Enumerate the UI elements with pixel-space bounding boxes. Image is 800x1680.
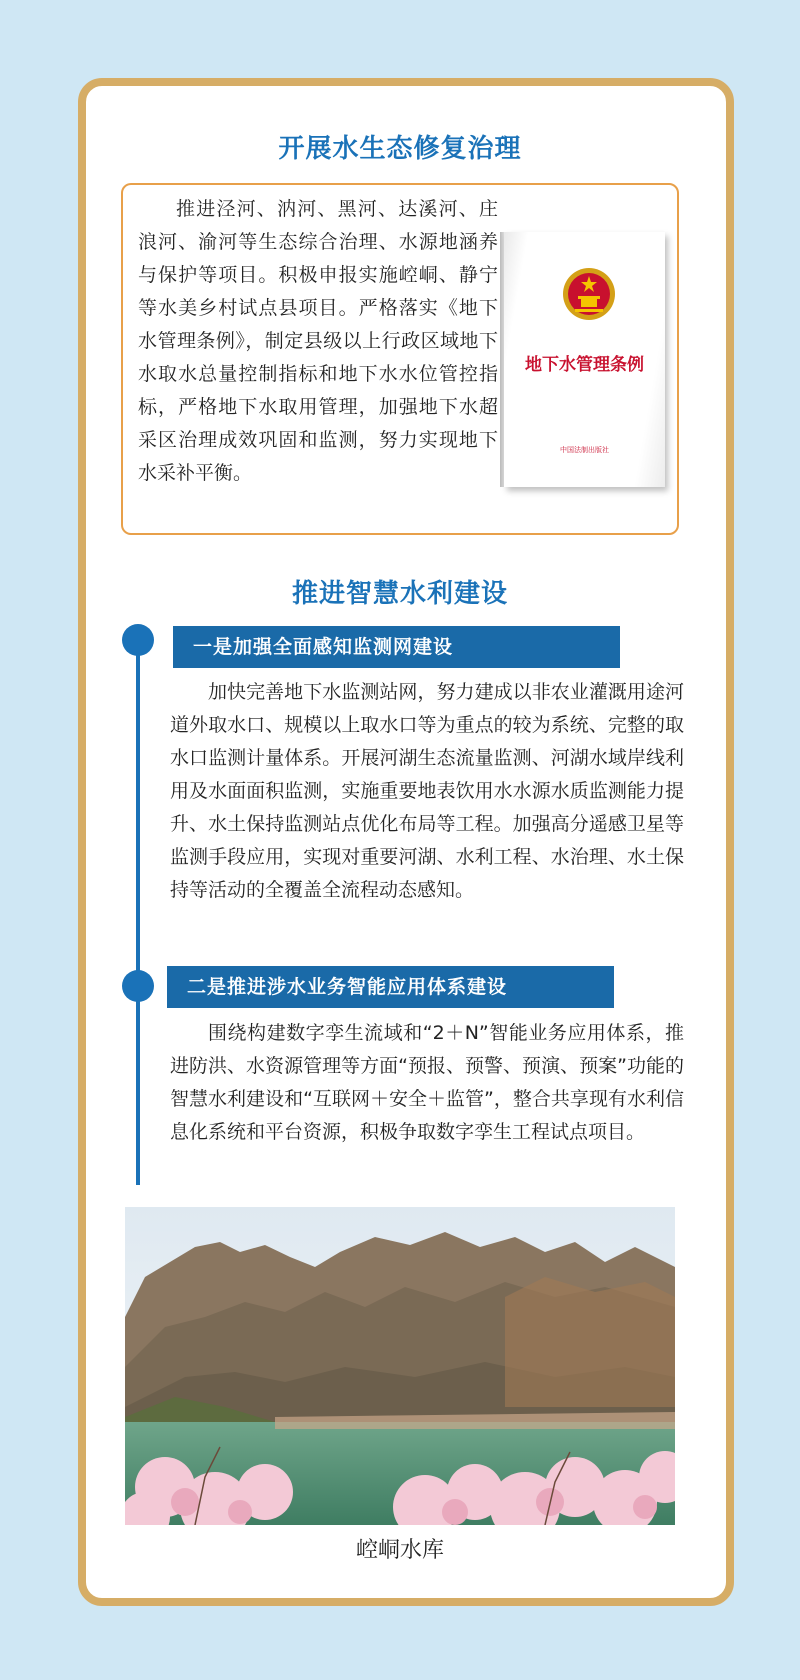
ecology-paragraph: 推进泾河、汭河、黑河、达溪河、庄浪河、渝河等生态综合治理、水源地涵养与保护等项目。积极申报实施崆峒、静宁等水美乡村试点县项目。严格落实《地下水管理条例》，制定县级以上行政区域地下水取水总量控制指标和地下水水位管控指标，严格地下水取用管理，加强地下水超采区治理成效巩固和监测，努力实现地下水采补平衡。 — [138, 198, 498, 484]
monitoring-paragraph: 加快完善地下水监测站网，努力建成以非农业灌溉用途河道外取水口、规模以上取水口等为重点的较为系统、完整的取水口监测计量体系。开展河湖生态流量监测、河湖水域岸线利用及水面面积监测，实施重要地表饮用水水源水质监测能力提升、水土保持监测站点优化布局等工程。加强高分遥感卫星等监测手段应用，实现对重要河湖、水利工程、水治理、水土保持等活动的全覆盖全流程动态感知。 — [170, 681, 684, 901]
subheading-banner-2: 二是推进涉水业务智能应用体系建设 — [167, 966, 614, 1008]
national-emblem-icon — [561, 266, 617, 322]
timeline-dot-1 — [122, 624, 154, 656]
timeline-dot-2 — [122, 970, 154, 1002]
book-title: 地下水管理条例 — [525, 355, 644, 375]
smart-application-paragraph: 围绕构建数字孪生流域和“2＋N”智能业务应用体系，推进防洪、水资源管理等方面“预报、预警、预演、预案”功能的智慧水利建设和“互联网＋安全＋监管”，整合共享现有水利信息化系统和平台资源，积极争取数字孪生工程试点项目。 — [170, 1022, 684, 1143]
section-title-ecology: 开展水生态修复治理 — [278, 134, 522, 164]
subheading-banner-1: 一是加强全面感知监测网建设 — [173, 626, 620, 668]
book-publisher: 中国法制出版社 — [560, 446, 609, 454]
photo-caption: 崆峒水库 — [355, 1538, 444, 1563]
reservoir-photo — [125, 1207, 675, 1525]
timeline-line — [136, 640, 140, 1185]
section-title-smart-water: 推进智慧水利建设 — [291, 579, 508, 609]
